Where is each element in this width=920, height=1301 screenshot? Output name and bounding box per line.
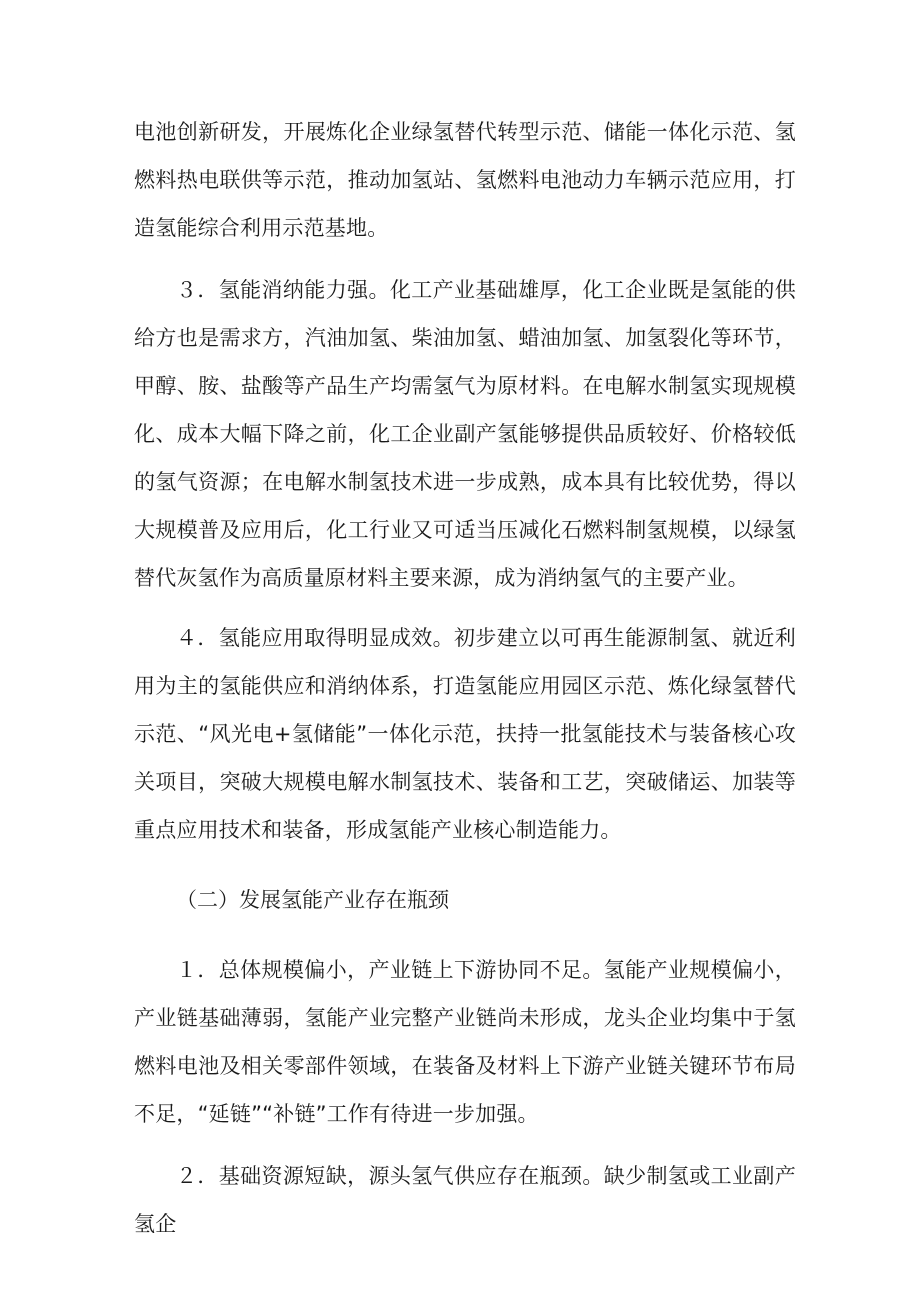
paragraph-continuation: 电池创新研发，开展炼化企业绿氢替代转型示范、储能一体化示范、氢燃料热电联供等示范，推动加氢站、氢燃料电池动力车辆示范应用，打造氢能综合利用示范基地。 — [134, 120, 796, 240]
paragraph-item-4: ４．氢能应用取得明显成效。初步建立以可再生能源制氢、就近利用为主的氢能供应和消纳体系，打造氢能应用园区示范、炼化绿氢替代示范、“风光电+氢储能”一体化示范，扶持一批氢能技术与装备核心攻关项目，突破大规模电解水制氢技术、装备和工艺，突破储运、加装等重点应用技术和装备，形成氢能产业核心制造能力。 — [134, 626, 796, 842]
section-heading: （二）发展氢能产业存在瓶颈 — [176, 888, 449, 912]
paragraph-item-1: １．总体规模偏小，产业链上下游协同不足。氢能产业规模偏小，产业链基础薄弱，氢能产业完整产业链尚未形成，龙头企业均集中于氢燃料电池及相关零部件领域，在装备及材料上下游产业链关键环节布局不足，“延链”“补链”工作有待进一步加强。 — [134, 958, 796, 1126]
paragraph-item-2: ２．基础资源短缺，源头氢气供应存在瓶颈。缺少制氢或工业副产氢企 — [134, 1164, 796, 1236]
paragraph-item-3: ３．氢能消纳能力强。化工产业基础雄厚，化工企业既是氢能的供给方也是需求方，汽油加氢、柴油加氢、蜡油加氢、加氢裂化等环节，甲醇、胺、盐酸等产品生产均需氢气为原材料。在电解水制氢实现规模化、成本大幅下降之前，化工企业副产氢能够提供品质较好、价格较低的氢气资源；在电解水制氢技术进一步成熟，成本具有比较优势，得以大规模普及应用后，化工行业又可适当压减化石燃料制氢规模，以绿氢替代灰氢作为高质量原材料主要来源，成为消纳氢气的主要产业。 — [134, 278, 796, 590]
